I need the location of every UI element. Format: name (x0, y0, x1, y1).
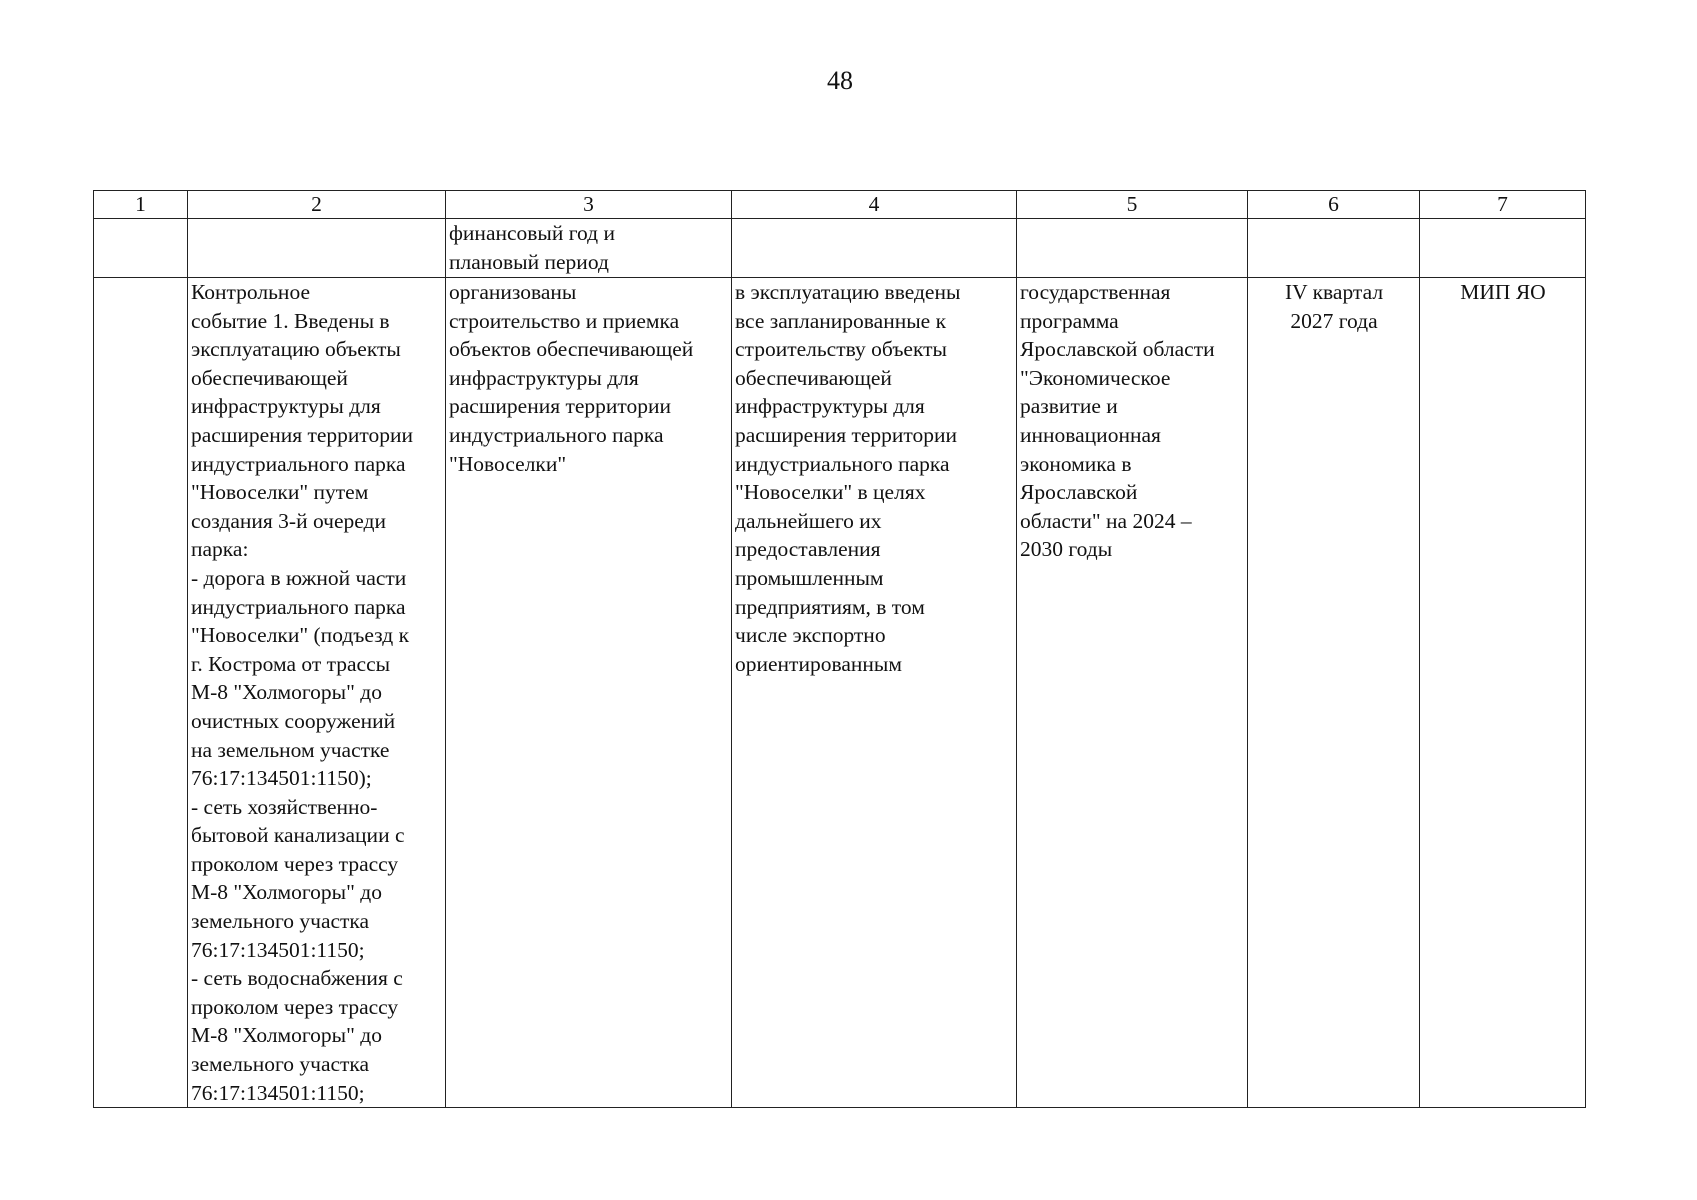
table-cell (188, 219, 446, 278)
column-number-cell: 7 (1420, 191, 1586, 219)
column-number-row (94, 191, 1586, 219)
table-cell (1017, 219, 1248, 278)
table-cell (1248, 219, 1420, 278)
control-event-cell: Контрольное событие 1. Введены в эксплуатацию объекты обеспечивающей инфраструктуры для расширения территории индустриального парка "Новоселки" путем создания 3-й очереди парка: - дорога в южной части индустриального парка "Новоселки" (подъезд к г. Кострома от трассы М-8 "Холмогоры" до очистных сооружений на земельном участке 76:17:134501:1150); - сеть хозяйственно- бытовой канализации с проколом через трассу М-8 "Холмогоры" до земельного участка 76:17:134501:1150; - сеть водоснабжения с проколом через трассу М-8 "Холмогоры" до земельного участка 76:17:134501:1150; (188, 278, 446, 1108)
program-events-table (93, 190, 1586, 1108)
column-number-cell: 3 (446, 191, 732, 219)
column-number-cell: 1 (94, 191, 188, 219)
column-number-cell: 6 (1248, 191, 1420, 219)
column-number-cell: 5 (1017, 191, 1248, 219)
table-cell (94, 278, 188, 1108)
table-cell (732, 219, 1017, 278)
responsible-cell: МИП ЯО (1420, 278, 1586, 1108)
table-cell-result: финансовый год и плановый период (446, 219, 732, 278)
table-cell (94, 219, 188, 278)
page-number: 48 (827, 66, 853, 95)
table-row (94, 219, 1586, 278)
table-cell (1420, 219, 1586, 278)
effect-cell: в эксплуатацию введены все запланированные к строительству объекты обеспечивающей инфраструктуры для расширения территории индустриального парка "Новоселки" в целях дальнейшего их предоставления промышленным предприятиям, в том числе экспортно ориентированным (732, 278, 1017, 1108)
result-cell: организованы строительство и приемка объектов обеспечивающей инфраструктуры для расширения территории индустриального парка "Новоселки" (446, 278, 732, 1108)
column-number-cell: 4 (732, 191, 1017, 219)
table-row (94, 278, 1586, 1108)
program-cell: государственная программа Ярославской области "Экономическое развитие и инновационная экономика в Ярославской области" на 2024 – 2030 годы (1017, 278, 1248, 1108)
column-number-cell: 2 (188, 191, 446, 219)
deadline-cell: IV квартал 2027 года (1248, 278, 1420, 1108)
